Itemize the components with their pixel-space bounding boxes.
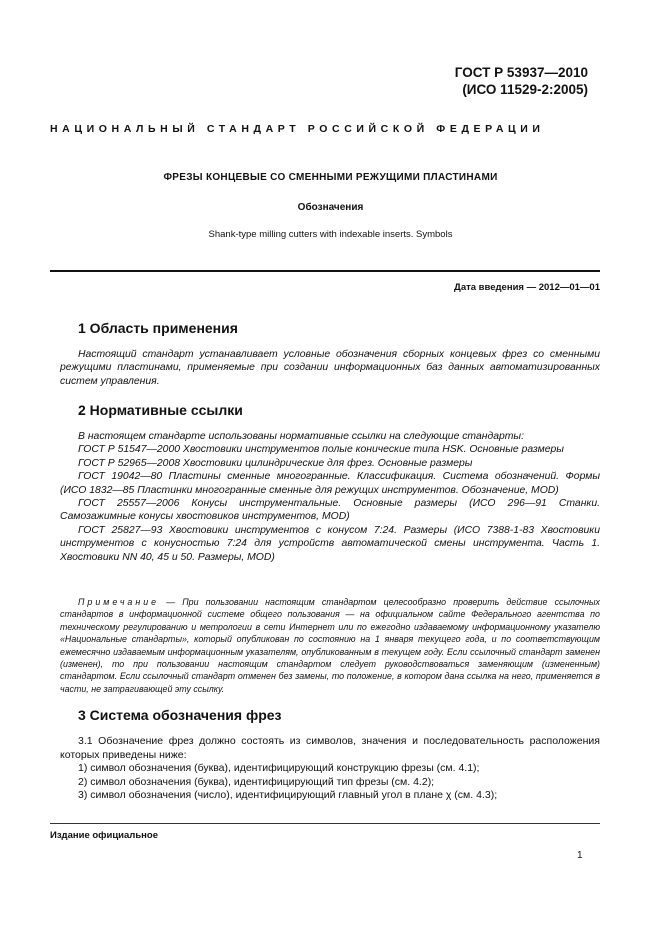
introduction-date: Дата введения — 2012—01—01: [454, 282, 600, 293]
paragraph: В настоящем стандарте использованы нормативные ссылки на следующие стандарты:: [78, 431, 524, 442]
list-item: 2) символ обозначения (буква), идентифицирующий тип фрезы (см. 4.2);: [78, 775, 435, 788]
page-number: 1: [577, 850, 583, 861]
reference-item: ГОСТ Р 52965—2008 Хвостовики цилиндрические для фрез. Основные размеры: [78, 457, 473, 469]
references-list: [60, 430, 600, 564]
note-text: — При пользовании настоящим стандартом целесообразно проверить действие ссылочных стандартов в информационной системе общего пользования — на официальном сайте Федерального агентства по техническому регулированию и метрологии в сети Интернет или по ежегодно издаваемому информационному указателю «Национальные стандарты», который опубликован по состоянию на 1 января текущего года, и по соответствующим ежемесячно издаваемым информационным указателям, опубликованным в текущем году. Если ссылочный стандарт заменен (изменен), то при пользовании настоящим стандартом следует руководствоваться заменяющим (измененным) стандартом. Если ссылочный стандарт отменен без замены, то положение, в котором дана ссылка на него, применяется в части, не затрагивающей эту ссылку.: [60, 597, 600, 694]
gost-number: ГОСТ Р 53937—2010: [454, 65, 588, 80]
document-subtitle: Обозначения: [297, 202, 364, 213]
note-label: Примечание: [78, 597, 160, 607]
section-3-heading: 3 Система обозначения фрез: [78, 707, 282, 723]
note: [60, 596, 600, 695]
reference-item: ГОСТ 25557—2006 Конусы инструментальные. Основные размеры (ИСО 296—91 Станки. Самозажимные конусы хвостовиков инструментов, MOD): [60, 498, 600, 523]
divider: [50, 270, 600, 272]
english-title: Shank-type milling cutters with indexable inserts. Symbols: [208, 229, 453, 240]
standard-designation: [455, 64, 588, 98]
section-3-text: [60, 735, 600, 803]
section-2-heading: 2 Нормативные ссылки: [78, 402, 243, 418]
paragraph: 3.1 Обозначение фрез должно состоять из символов, значения и последовательность расположения которых приведены ниже:: [60, 735, 600, 761]
paragraph: Настоящий стандарт устанавливает условные обозначения сборных концевых фрез со сменными режущими пластинами, применяемые при создании информационных баз данных автоматизированных систем управления.: [60, 349, 600, 387]
reference-item: ГОСТ 25827—93 Хвостовики инструментов с конусом 7:24. Размеры (ИСО 7388-1-83 Хвостовики инструментов с конусностью 7:24 для устройств автоматической смены инструмента. Часть 1. Хвостовики NN 40, 45 и 50. Размеры, MOD): [60, 524, 600, 563]
reference-item: ГОСТ 19042—80 Пластины сменные многогранные. Классификация. Система обозначений. Формы (ИСО 1832—85 Пластинки многогранные сменные для режущих инструментов. Обозначение, MOD): [60, 471, 600, 496]
document-title: ФРЕЗЫ КОНЦЕВЫЕ СО СМЕННЫМИ РЕЖУЩИМИ ПЛАСТИНАМИ: [163, 172, 498, 183]
edition-label: Издание официальное: [50, 830, 158, 841]
section-1-heading: 1 Область применения: [78, 320, 238, 336]
list-item: 3) символ обозначения (число), идентифицирующий главный угол в плане χ (см. 4.3);: [78, 789, 498, 802]
iso-number: (ИСО 11529-2:2005): [462, 82, 588, 97]
list-item: 1) символ обозначения (буква), идентифицирующий конструкцию фрезы (см. 4.1);: [78, 762, 480, 775]
section-1-text: [60, 348, 600, 388]
reference-item: ГОСТ Р 51547—2000 Хвостовики инструментов полые конические типа HSK. Основные размеры: [78, 444, 564, 456]
national-standard-banner: НАЦИОНАЛЬНЫЙ СТАНДАРТ РОССИЙСКОЙ ФЕДЕРАЦИИ: [50, 123, 545, 135]
footer-divider: [50, 823, 600, 824]
